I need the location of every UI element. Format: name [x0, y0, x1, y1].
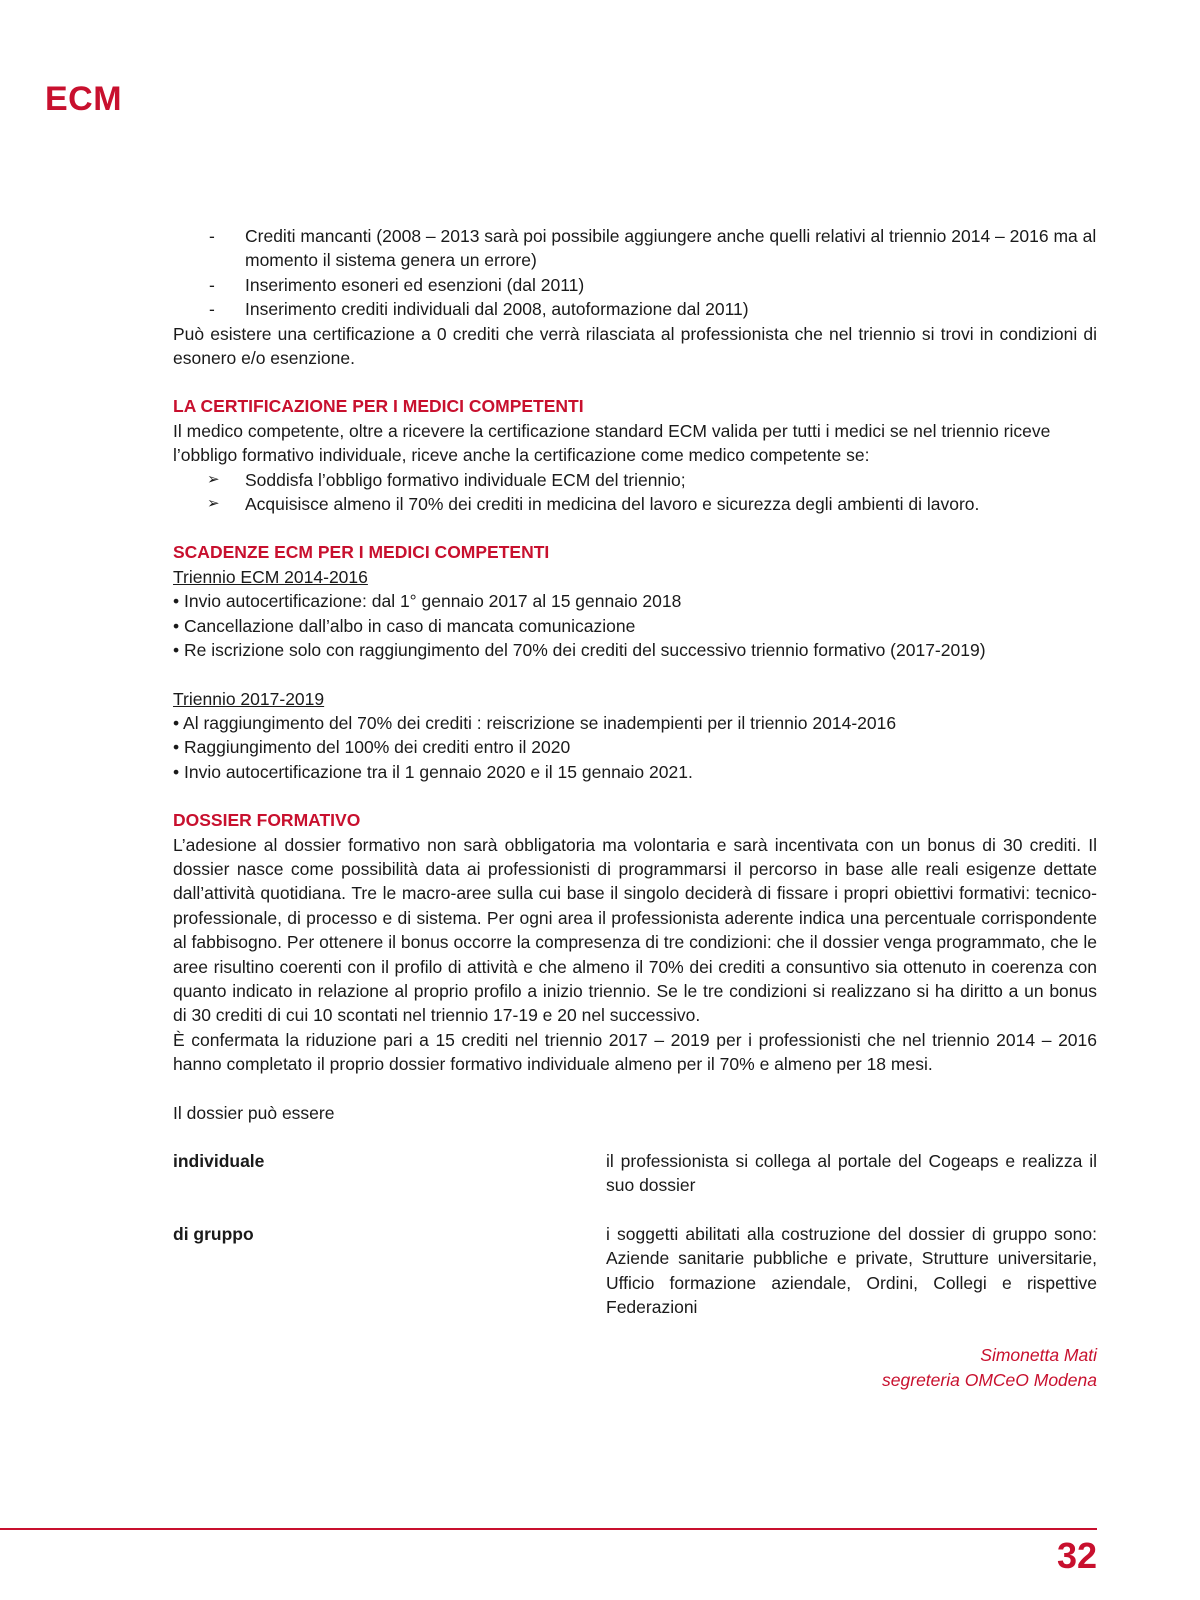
list-item: [173, 492, 1097, 516]
intro-paragraph: Può esistere una certificazione a 0 crediti che verrà rilasciata al professionista che nel triennio si trovi in condizioni di esonero e/o esenzione.: [173, 323, 1097, 369]
dossier-type-term: di gruppo: [173, 1223, 254, 1244]
footer-divider: [0, 1528, 1097, 1530]
dash-bullet: -: [209, 226, 215, 246]
dossier-type-row: [173, 1149, 1097, 1198]
section-heading-dossier: DOSSIER FORMATIVO: [173, 810, 361, 831]
arrow-bullet-icon: ➢: [207, 470, 220, 488]
list-item: • Re iscrizione solo con raggiungimento del 70% dei crediti del successivo triennio formativo (2017-2019): [173, 640, 986, 661]
list-item: • Cancellazione dall’albo in caso di mancata comunicazione: [173, 615, 636, 636]
list-item: [173, 273, 1097, 297]
page-header-title: ECM: [45, 80, 123, 118]
certificazione-paragraph: Il medico competente, oltre a ricevere la certificazione standard ECM valida per tutti i medici se nel triennio riceve l’obbligo formativo individuale, riceve anche la certificazione come medico competente se:: [173, 420, 1051, 466]
list-item-text: Acquisisce almeno il 70% dei crediti in medicina del lavoro e sicurezza degli ambienti di lavoro.: [245, 494, 980, 515]
page-number: 32: [1056, 1535, 1097, 1576]
list-item: • Invio autocertificazione: dal 1° gennaio 2017 al 15 gennaio 2018: [173, 591, 682, 612]
section-heading-certificazione: LA CERTIFICAZIONE PER I MEDICI COMPETENTI: [173, 396, 584, 417]
list-item: [173, 468, 1097, 492]
dossier-type-desc: il professionista si collega al portale del Cogeaps e realizza il suo dossier: [606, 1151, 1097, 1196]
section-heading-scadenze: SCADENZE ECM PER I MEDICI COMPETENTI: [173, 542, 550, 563]
list-item: [173, 224, 1097, 273]
arrow-bullet-icon: ➢: [207, 495, 220, 513]
list-item-text: Inserimento crediti individuali dal 2008, autoformazione dal 2011): [245, 299, 749, 320]
dossier-paragraph: L’adesione al dossier formativo non sarà obbligatoria ma volontaria e sarà incentivata con un bonus di 30 crediti. Il dossier nasce come possibilità data ai professionisti di programmarsi il percorso in base alle reali esigenze dettate dall’attività quotidiana. Tre le macro-aree sulla cui base il singolo deciderà di fissare i propri obiettivi formativi: tecnico-professionale, di processo e di sistema. Per ogni area il professionista aderente indica una percentuale corrispondente al fabbisogno. Per ottenere il bonus occorre la compresenza di tre condizioni: che il dossier venga programmato, che le aree risultino coerenti con il profilo di attività e che almeno il 70% dei crediti a consuntivo sia ottenuto in coerenza con quanto indicato in relazione al proprio profilo a inizio triennio. Se le tre condizioni si realizzano si ha diritto a un bonus di 30 crediti di cui 10 scontati nel triennio 17-19 e 20 nel successivo.: [173, 834, 1097, 1026]
signature-block: [173, 1343, 1097, 1392]
list-item-text: Inserimento esoneri ed esenzioni (dal 2011): [245, 274, 585, 295]
list-item-text: Soddisfa l’obbligo formativo individuale ECM del triennio;: [245, 469, 686, 490]
dossier-intro: Il dossier può essere: [173, 1102, 335, 1123]
list-item: • Raggiungimento del 100% dei crediti entro il 2020: [173, 737, 571, 758]
spacer: [173, 1125, 1097, 1149]
subheading-triennio-2017-2019: Triennio 2017-2019: [173, 688, 325, 709]
signature-role: segreteria OMCeO Modena: [882, 1369, 1097, 1390]
dash-bullet: -: [209, 274, 215, 295]
dossier-paragraph: È confermata la riduzione pari a 15 crediti nel triennio 2017 – 2019 per i professionisti che nel triennio 2014 – 2016 hanno completato il proprio dossier formativo individuale almeno per il 70% e almeno per 18 mesi.: [173, 1029, 1097, 1075]
list-item: • Invio autocertificazione tra il 1 gennaio 2020 e il 15 gennaio 2021.: [173, 761, 693, 782]
list-item-text: Crediti mancanti (2008 – 2013 sarà poi possibile aggiungere anche quelli relativi al triennio 2014 – 2016 ma al momento il sistema genera un errore): [245, 226, 1097, 271]
dossier-type-row: [173, 1222, 1097, 1320]
list-item: • Al raggiungimento del 70% dei crediti : reiscrizione se inadempienti per il triennio 2014-2016: [173, 712, 897, 733]
dossier-type-desc: i soggetti abilitati alla costruzione del dossier di gruppo sono: Aziende sanitarie pubbliche e private, Strutture universitarie, Ufficio formazione aziendale, Ordini, Collegi e rispettive Federazioni: [606, 1223, 1097, 1318]
signature-name: Simonetta Mati: [980, 1345, 1097, 1366]
spacer: [173, 1077, 1097, 1101]
list-item: [173, 297, 1097, 321]
spacer: [173, 1198, 1097, 1222]
dash-bullet: -: [209, 299, 215, 320]
subheading-triennio-2014-2016: Triennio ECM 2014-2016: [173, 566, 368, 587]
spacer: [173, 663, 1097, 687]
page-content: [173, 224, 1097, 1392]
dossier-type-term: individuale: [173, 1151, 265, 1171]
